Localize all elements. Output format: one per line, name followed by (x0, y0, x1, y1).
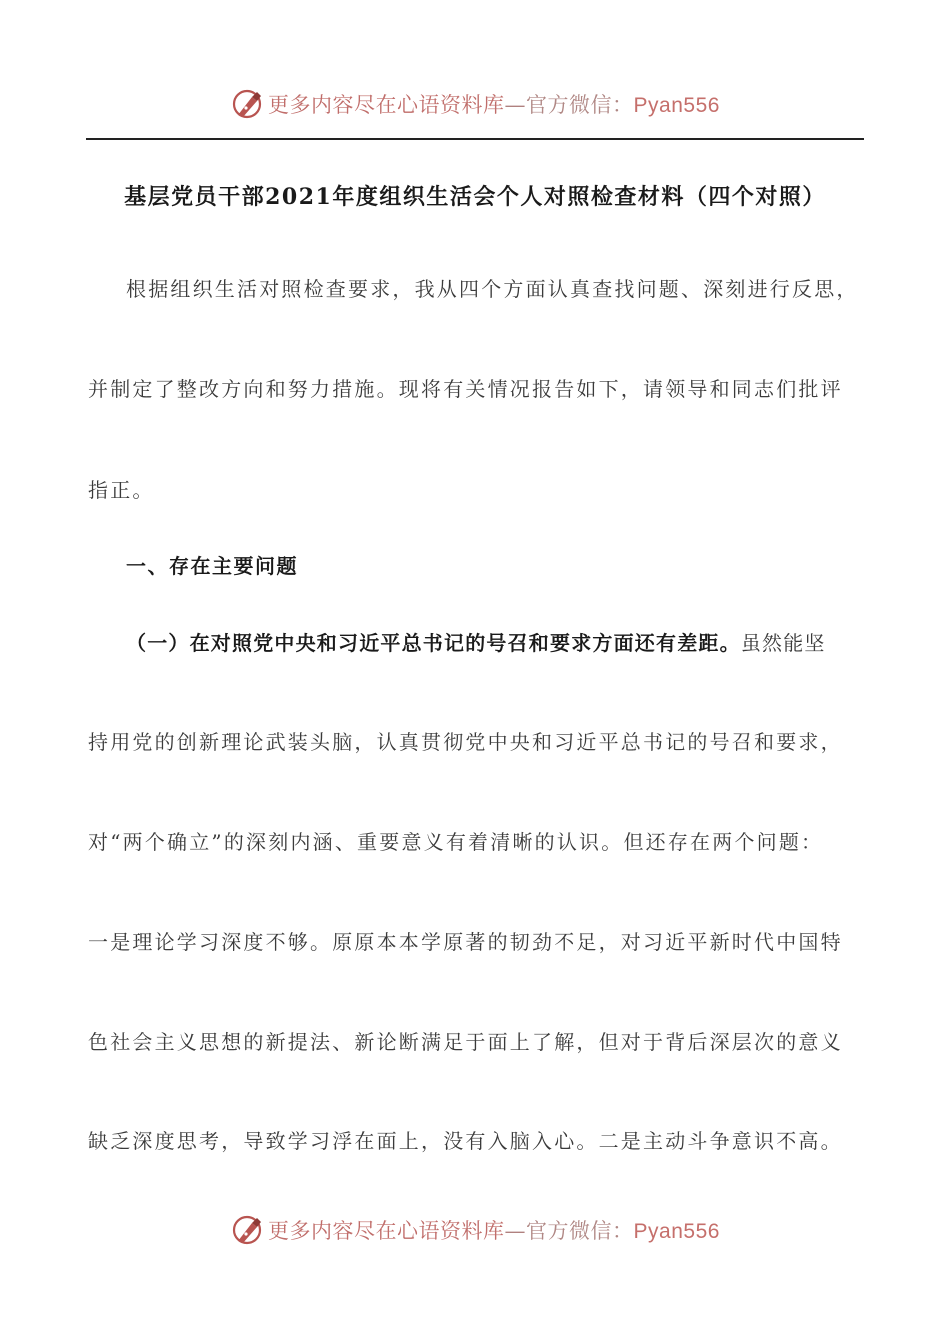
footer-banner (0, 1210, 950, 1250)
footer-banner-main: 更多内容尽在心语资料库 (268, 1219, 505, 1243)
document-title: 基层党员干部2021年度组织生活会个人对照检查材料（四个对照） (124, 184, 826, 210)
pen-nib-logo-icon (230, 1213, 264, 1247)
subsection-1-first-line-rest: 虽然能坚 (740, 631, 826, 655)
subsection-1-line-3: 对“两个确立”的深刻内涵、重要意义有着清晰的认识。但还存在两个问题： (88, 830, 824, 854)
intro-line-3: 指正。 (88, 478, 155, 502)
subsection-1-line-5: 色社会主义思想的新提法、新论断满足于面上了解，但对于背后深层次的意义 (88, 1030, 843, 1054)
header-banner-official: 官方微信： (526, 93, 634, 117)
header-banner-id: Pyan556 (633, 94, 720, 117)
subsection-1-first-line (126, 627, 826, 656)
intro-line-1: 根据组织生活对照检查要求，我从四个方面认真查找问题、深刻进行反思， (126, 277, 859, 301)
footer-banner-dash: — (504, 1219, 527, 1243)
header-banner (0, 84, 950, 124)
footer-banner-text (268, 1215, 720, 1245)
header-banner-text (268, 89, 720, 119)
subsection-1-line-2: 持用党的创新理论武装头脑，认真贯彻党中央和习近平总书记的号召和要求， (88, 730, 843, 754)
section-heading: 一、存在主要问题 (126, 554, 298, 578)
subsection-1-heading: （一）在对照党中央和习近平总书记的号召和要求方面还有差距。 (126, 631, 741, 655)
header-divider (86, 138, 864, 140)
footer-banner-official: 官方微信： (526, 1219, 634, 1243)
subsection-1-line-4: 一是理论学习深度不够。原原本本学原著的韧劲不足，对习近平新时代中国特 (88, 930, 843, 954)
header-banner-dash: — (504, 93, 527, 117)
intro-line-2: 并制定了整改方向和努力措施。现将有关情况报告如下，请领导和同志们批评 (88, 377, 843, 401)
pen-nib-logo-icon (230, 87, 264, 121)
footer-banner-id: Pyan556 (633, 1220, 720, 1243)
subsection-1-line-6: 缺乏深度思考，导致学习浮在面上，没有入脑入心。二是主动斗争意识不高。 (88, 1129, 843, 1153)
header-banner-main: 更多内容尽在心语资料库 (268, 93, 505, 117)
